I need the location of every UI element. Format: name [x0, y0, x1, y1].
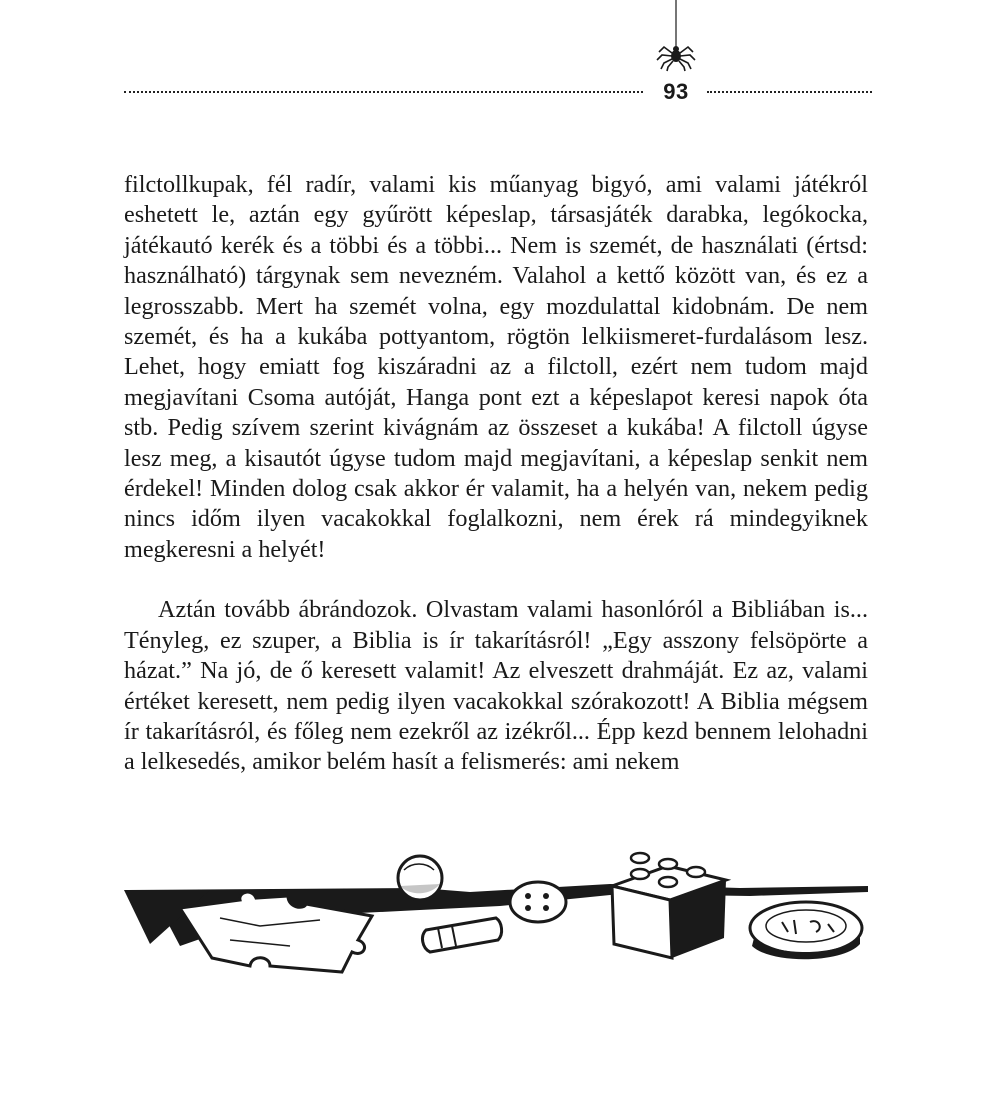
paragraph-2: Aztán tovább ábrándozok. Olvastam valami hasonlóról a Bibliában is... Tényleg, ez szuper, a Biblia is ír takarításról! „Egy asszony felsöpörte a házat.” Na jó, de ő keresett valamit! Az elveszett drahmáját. Ez az, valami értéket keresett, nem pedig ilyen vacakokkal szórakozott! A Biblia mégsem ír takarításról, és főleg nem ezekről az izékről... Épp kezd bennem lelohadni a lelkesedés, amikor belém hasít a felismerés: ami nekem [124, 596, 868, 776]
paragraph-1: filctollkupak, fél radír, valami kis műanyag bigyó, ami valami játékról eshetett le, aztán egy gyűrött képeslap, társasjáték darabka, legókocka, játékautó kerék és a többi és a többi... Nem is szemét, de használati (értsd: használható) tárgynak sem nevezném. Valahol a kettő között van, és ez a legrosszabb. Mert ha szemét volna, egy mozdulattal kidobnám. De nem szemét, és ha a kukába pottyantom, rögtön lelkiismeret-furdalásom lesz. Lehet, hogy emiatt fog kiszáradni az a filctoll, ezért nem tudom majd megjavítani Csoma autóját, Hanga pont ezt a képeslapot keresi napok óta stb. Pedig szívem szerint kivágnám az összeset a kukába! A filctoll úgyse lesz meg, a kisautót úgyse tudom majd megjavítani, a képeslap senkit nem érdekel! Minden dolog csak akkor ér valamit, ha a helyén van, nekem pedig nincs időm ilyen vacakokkal foglalkozni, nem érek rá mindegyiknek megkeresni a helyét! [124, 171, 868, 563]
page-header [124, 0, 872, 110]
coin-icon [750, 902, 862, 959]
lego-brick-icon [612, 853, 726, 958]
spider-icon [656, 0, 696, 72]
header-rule-right [707, 91, 872, 93]
page-number: 93 [663, 79, 689, 104]
body-text [124, 170, 868, 778]
button-icon [510, 882, 566, 922]
marker-cap-icon [423, 918, 502, 952]
ball-icon [398, 856, 442, 900]
header-rule-left [124, 91, 643, 93]
junk-objects-illustration [120, 848, 872, 998]
